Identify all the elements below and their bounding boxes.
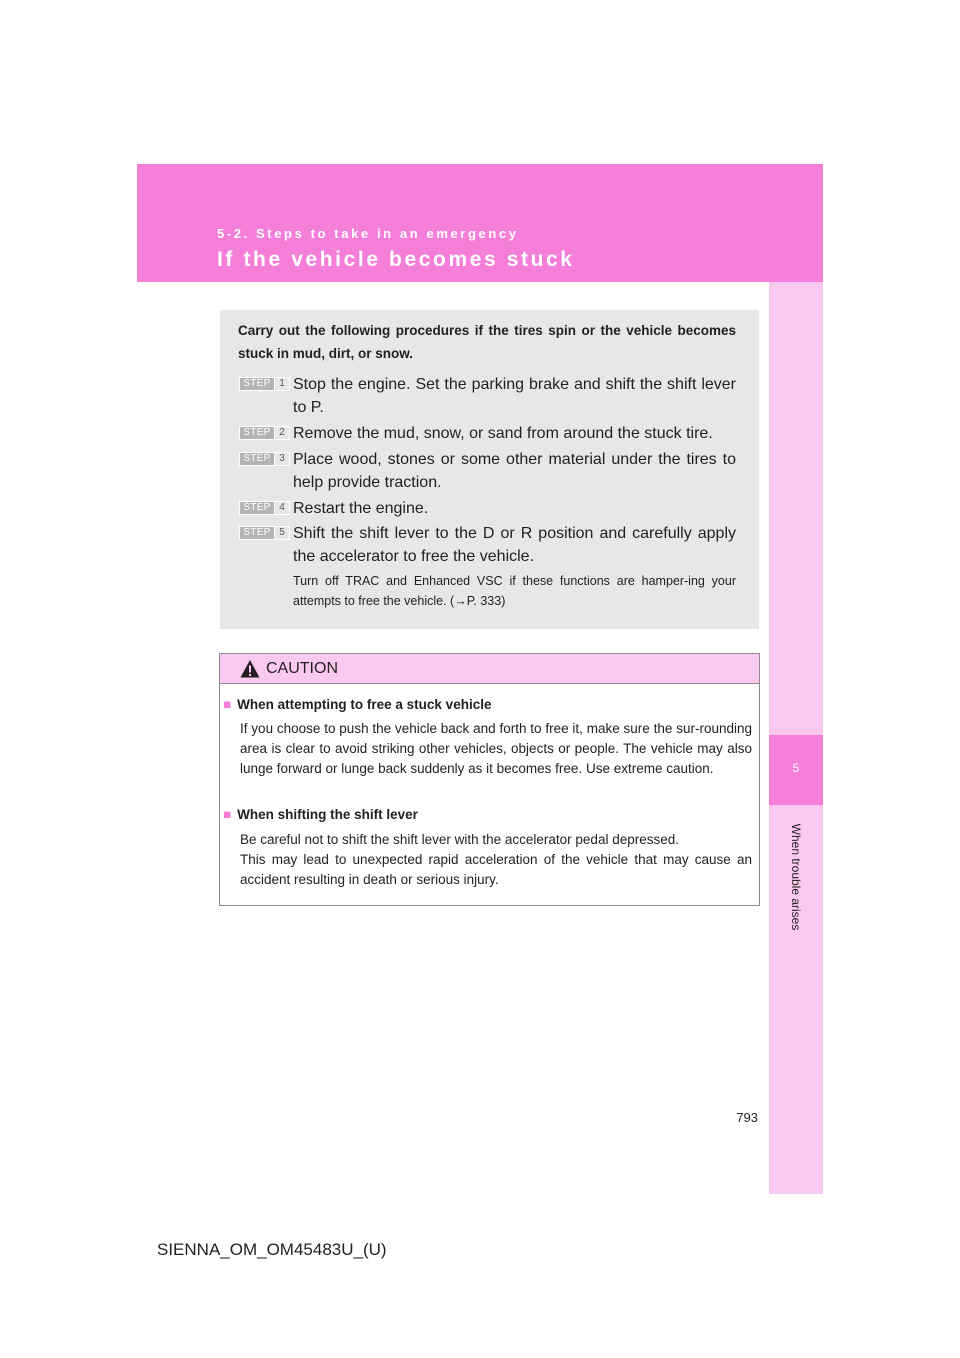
step-number: 2 xyxy=(274,427,289,439)
step-text: Remove the mud, snow, or sand from around the stuck tire. xyxy=(293,425,713,442)
step-text: Shift the shift lever to the D or R position and carefully apply the accelerator to free the vehicle. xyxy=(293,525,736,565)
step-badge xyxy=(239,377,290,391)
step-number: 4 xyxy=(274,502,289,514)
chapter-title: When trouble arises xyxy=(789,823,803,931)
step-word: STEP xyxy=(240,502,274,514)
procedure-intro: Carry out the following procedures if the tires spin or the vehicle becomes stuck in mud, dirt, or snow. xyxy=(238,323,736,361)
step-word: STEP xyxy=(240,427,274,439)
caution-item-title xyxy=(223,805,418,825)
caution-label: CAUTION xyxy=(266,660,338,677)
step-text: Stop the engine. Set the parking brake and shift the shift lever to P. xyxy=(293,376,736,416)
step-badge xyxy=(239,452,290,466)
caution-box xyxy=(219,653,760,906)
bullet-square-icon: ■ xyxy=(223,697,232,712)
step-badge xyxy=(239,426,290,440)
step-word: STEP xyxy=(240,378,274,390)
page-title: If the vehicle becomes stuck xyxy=(217,248,575,271)
step-badge xyxy=(239,501,290,515)
caution-header xyxy=(220,654,759,684)
chapter-side-tab[interactable] xyxy=(769,282,823,1194)
caution-item-text: This may lead to unexpected rapid acceleration of the vehicle that may cause an accident resulting in death or serious injury. xyxy=(240,852,752,887)
warning-triangle-icon xyxy=(240,659,260,679)
page-number: 793 xyxy=(736,1110,758,1125)
bullet-square-icon: ■ xyxy=(223,807,232,822)
step-word: STEP xyxy=(240,453,274,465)
procedure-box xyxy=(220,310,759,629)
step-text: Restart the engine. xyxy=(293,500,429,517)
caution-item-text: Be careful not to shift the shift lever with the accelerator pedal depressed. xyxy=(240,832,679,847)
caution-item-title-text: When attempting to free a stuck vehicle xyxy=(237,697,492,712)
footer-code: SIENNA_OM_OM45483U_(U) xyxy=(157,1240,387,1259)
step-word: STEP xyxy=(240,527,274,539)
caution-item-text: If you choose to push the vehicle back and forth to free it, make sure the sur-rounding area is clear to avoid striking other vehicles, objects or people. The vehicle may also lunge forward or lunge back suddenly as it becomes free. Use extreme caution. xyxy=(240,721,752,776)
step-text: Place wood, stones or some other material under the tires to help provide traction. xyxy=(293,451,736,491)
caution-item-title xyxy=(223,695,491,715)
chapter-number: 5 xyxy=(792,761,800,775)
step-number: 5 xyxy=(274,527,289,539)
section-label: 5-2. Steps to take in an emergency xyxy=(217,226,519,241)
header-band xyxy=(137,164,823,282)
step-number: 1 xyxy=(274,378,289,390)
caution-item-title-text: When shifting the shift lever xyxy=(237,807,418,822)
step-number: 3 xyxy=(274,453,289,465)
step-badge xyxy=(239,526,290,540)
procedure-note: Turn off TRAC and Enhanced VSC if these functions are hamper-ing your attempts to free the vehicle. (→P. 333) xyxy=(293,574,736,608)
